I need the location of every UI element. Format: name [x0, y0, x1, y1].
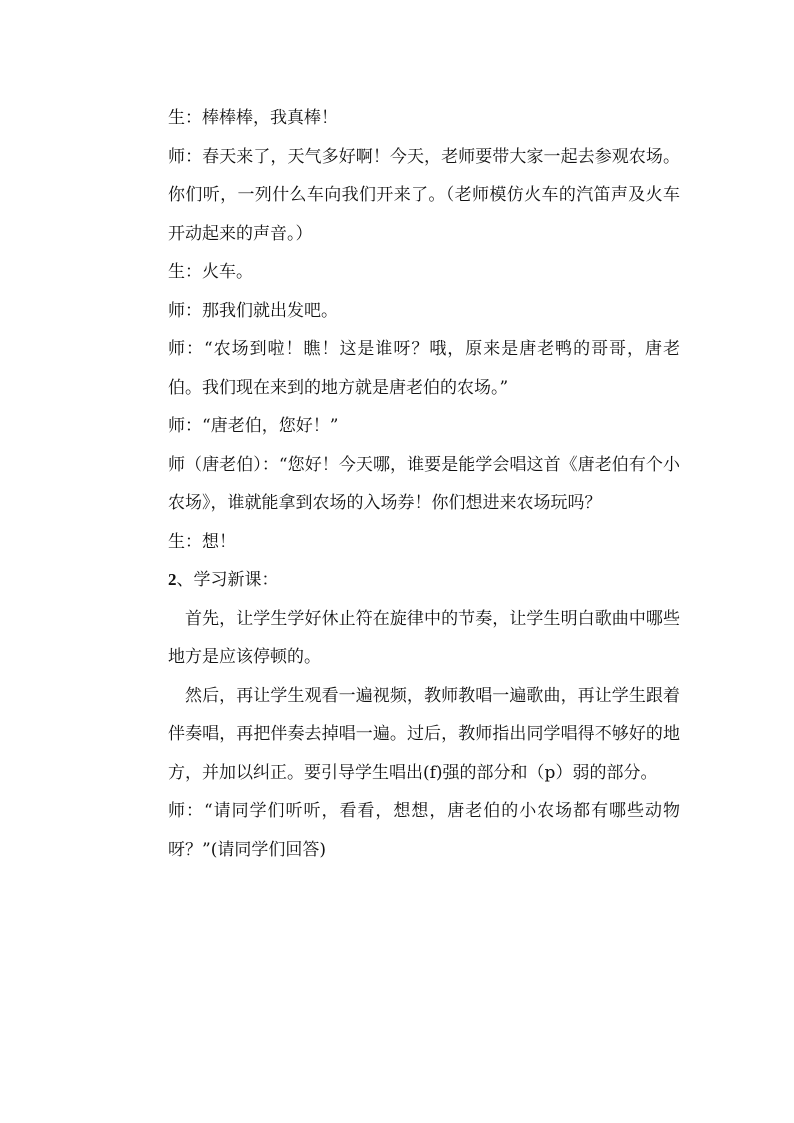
document-body — [168, 99, 680, 869]
dialogue-line-6: 师：“唐老伯，您好！” — [168, 416, 339, 436]
body-paragraph-2: 然后，再让学生观看一遍视频，教师教唱一遍歌曲，再让学生跟着伴奏唱，再把伴奏去掉唱一遍。过后，教师指出同学唱得不够好的地方，并加以纠正。要引导学生唱出(f)强的部分和（p）弱的部分。 — [168, 685, 680, 783]
dialogue-line-1: 生：棒棒棒，我真棒！ — [168, 108, 338, 128]
dialogue-line-7: 师（唐老伯）：“您好！今天哪，谁要是能学会唱这首《唐老伯有个小农场》，谁就能拿到农场的入场券！你们想进来农场玩吗？ — [168, 454, 680, 513]
dialogue-line-3: 生：火车。 — [168, 262, 253, 282]
dialogue-line-5: 师：“农场到啦！瞧！这是谁呀？哦，原来是唐老鸭的哥哥，唐老伯。我们现在来到的地方就是唐老伯的农场。” — [168, 339, 680, 398]
closing-paragraph: 师：“请同学们听听，看看，想想，唐老伯的小农场都有哪些动物呀？”(请同学们回答) — [168, 801, 680, 860]
section-heading — [168, 561, 680, 600]
dialogue-line-4: 师：那我们就出发吧。 — [168, 300, 338, 321]
body-paragraph-1: 首先，让学生学好休止符在旋律中的节奏，让学生明白歌曲中哪些地方是应该停顿的。 — [168, 608, 680, 667]
dialogue-line-2: 师：春天来了，天气多好啊！今天，老师要带大家一起去参观农场。你们听，一列什么车向我们开来了。（老师模仿火车的汽笛声及火车开动起来的声音。） — [168, 146, 680, 244]
dialogue-line-8: 生：想！ — [168, 531, 236, 552]
section-title: 、学习新课： — [176, 570, 279, 590]
section-number: 2 — [168, 570, 177, 589]
